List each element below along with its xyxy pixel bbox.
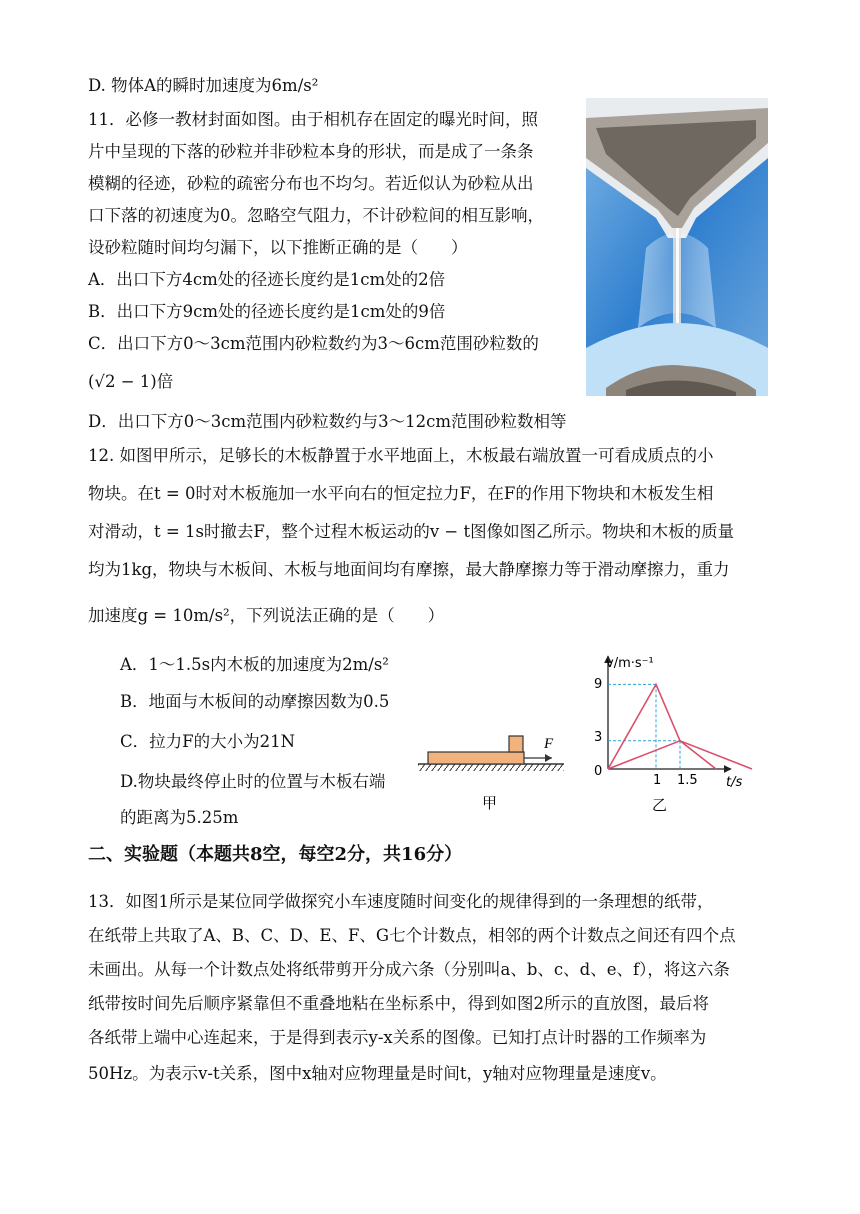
- q13-line-1: 13．如图1所示是某位同学做探究小车速度随时间变化的规律得到的一条理想的纸带，: [88, 892, 714, 911]
- ground-hatch: [418, 764, 564, 771]
- force-label: F: [544, 736, 554, 752]
- q12-stem-5: 加速度g = 10m/s²，下列说法正确的是（ ）: [88, 606, 445, 625]
- q12-option-a: A．1～1.5s内木板的加速度为2m/s²: [120, 655, 389, 674]
- q12-option-b: B．地面与木板间的动摩擦因数为0.5: [120, 692, 390, 711]
- q12-option-d-cont: 的距离为5.25m: [120, 808, 239, 827]
- q11-option-c: C．出口下方0～3cm范围内砂粒数约为3～6cm范围砂粒数的: [88, 334, 539, 353]
- figure-jia: [416, 728, 566, 818]
- q13-line-3: 未画出。从每一个计数点处将纸带剪开分成六条（分别叫a、b、c、d、e、f），将这六条: [88, 960, 730, 979]
- wood-board: [428, 752, 524, 764]
- q12-stem-1: 12. 如图甲所示，足够长的木板静置于水平地面上，木板最右端放置一可看成质点的小: [88, 446, 714, 465]
- q10-option-d: D. 物体A的瞬时加速度为6m/s²: [88, 76, 319, 95]
- q11-stem-1: 11．必修一教材封面如图。由于相机存在固定的曝光时间，照: [88, 110, 538, 129]
- small-block: [509, 736, 523, 752]
- q11-stem-3: 模糊的径迹，砂粒的疏密分布也不均匀。若近似认为砂粒从出: [88, 174, 534, 193]
- figure-yi: [586, 650, 756, 818]
- q11-option-a: A．出口下方4cm处的径迹长度约是1cm处的2倍: [88, 270, 446, 289]
- q13-line-2: 在纸带上共取了A、B、C、D、E、F、G七个计数点，相邻的两个计数点之间还有四个点: [88, 926, 736, 945]
- q12-option-d: D.物块最终停止时的位置与木板右端: [120, 772, 386, 791]
- x-tick-1-5: 1.5: [677, 773, 698, 788]
- q13-line-5: 各纸带上端中心连起来，于是得到表示y-x关系的图像。已知打点计时器的工作频率为: [88, 1028, 707, 1047]
- q11-option-c-cont: (√2 − 1)倍: [88, 372, 174, 391]
- plot-area: [608, 684, 752, 769]
- q12-stem-4: 均为1kg，物块与木板间、木板与地面间均有摩擦，最大静摩擦力等于滑动摩擦力，重力: [88, 560, 730, 579]
- hourglass-photo: [586, 98, 768, 396]
- figure-jia-caption: 甲: [482, 794, 498, 812]
- q11-stem-4: 口下落的初速度为0。忽略空气阻力，不计砂粒间的相互影响，: [88, 206, 544, 225]
- x-tick-1: 1: [653, 773, 662, 788]
- q13-line-4: 纸带按时间先后顺序紧靠但不重叠地粘在坐标系中，得到如图2所示的直放图，最后将: [88, 994, 709, 1013]
- y-axis-label: v/m·s⁻¹: [606, 656, 654, 671]
- q12-stem-3: 对滑动，t = 1s时撤去F，整个过程木板运动的v − t图像如图乙所示。物块和木板的质量: [88, 522, 735, 541]
- x-axis-label: t/s: [726, 775, 743, 790]
- q13-line-6: 50Hz。为表示v-t关系，图中x轴对应物理量是时间t，y轴对应物理量是速度v。: [88, 1064, 667, 1083]
- q11-option-d: D．出口下方0～3cm范围内砂粒数约与3～12cm范围砂粒数相等: [88, 412, 567, 431]
- q11-stem-2: 片中呈现的下落的砂粒并非砂粒本身的形状，而是成了一条条: [88, 142, 534, 161]
- series-line-1: [608, 741, 752, 769]
- y-tick-3: 3: [594, 730, 603, 745]
- q12-stem-2: 物块。在t = 0时对木板施加一水平向右的恒定拉力F，在F的作用下物块和木板发生相: [88, 484, 714, 503]
- q12-option-c: C．拉力F的大小为21N: [120, 732, 296, 751]
- section-2-title: 二、实验题（本题共8空，每空2分，共16分）: [88, 844, 463, 865]
- figure-yi-caption: 乙: [652, 796, 668, 814]
- force-arrowhead: [545, 754, 552, 762]
- series-line-0: [608, 684, 716, 769]
- q11-option-b: B．出口下方9cm处的径迹长度约是1cm处的9倍: [88, 302, 446, 321]
- y-tick-9: 9: [594, 677, 603, 692]
- origin-label: 0: [594, 764, 603, 779]
- q11-stem-5: 设砂粒随时间均匀漏下，以下推断正确的是（ ）: [88, 238, 468, 257]
